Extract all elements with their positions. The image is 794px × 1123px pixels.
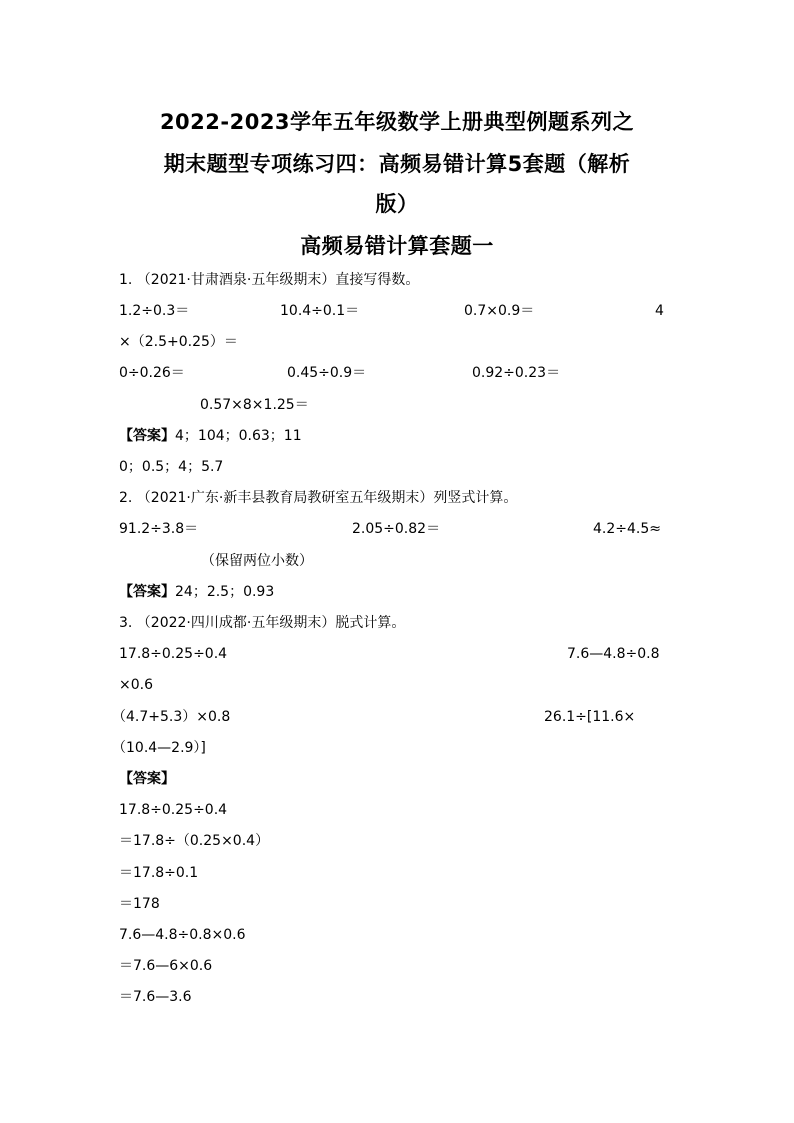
q3-answer-label: 【答案】 — [119, 771, 175, 787]
doc-title-line-3: 版） — [375, 192, 419, 216]
q2-item: 91.2÷3.8＝ — [119, 521, 199, 537]
q1-item: 4 — [655, 303, 664, 319]
answer-text: 24；2.5；0.93 — [175, 584, 275, 600]
q1-answer-continued: 0；0.5；4；5.7 — [119, 459, 224, 475]
q2-note: （保留两位小数） — [201, 553, 313, 569]
q1-item: 0.45÷0.9＝ — [287, 365, 367, 381]
q3-item: （4.7+5.3）×0.8 — [112, 709, 231, 725]
q1-heading: 1. （2021·甘肃酒泉·五年级期末）直接写得数。 — [119, 272, 420, 288]
q3-item: 26.1÷[11.6× — [544, 709, 636, 725]
solution-step: 7.6—4.8÷0.8×0.6 — [119, 927, 246, 943]
q3-item-continued: （10.4—2.9）] — [112, 740, 206, 756]
q3-heading: 3. （2022·四川成都·五年级期末）脱式计算。 — [119, 615, 406, 631]
answer-label: 【答案】 — [119, 584, 175, 600]
q2-item: 2.05÷0.82＝ — [352, 521, 441, 537]
answer-label: 【答案】 — [119, 428, 175, 444]
q1-item: 0.92÷0.23＝ — [472, 365, 561, 381]
doc-title-line-2: 期末题型专项练习四：高频易错计算5套题（解析 — [163, 152, 631, 176]
solution-step: ＝7.6—3.6 — [119, 989, 192, 1005]
q1-item: 10.4÷0.1＝ — [280, 303, 360, 319]
q2-heading: 2. （2021·广东·新丰县教育局教研室五年级期末）列竖式计算。 — [119, 490, 518, 506]
solution-step: ＝7.6—6×0.6 — [119, 958, 213, 974]
solution-step: ＝17.8÷（0.25×0.4） — [119, 833, 270, 849]
q2-item: 4.2÷4.5≈ — [593, 521, 661, 537]
solution-step: ＝178 — [119, 896, 160, 912]
q3-item: 7.6—4.8÷0.8 — [567, 646, 660, 662]
solution-step: 17.8÷0.25÷0.4 — [119, 802, 228, 818]
q1-item: 1.2÷0.3＝ — [119, 303, 190, 319]
q3-item-continued: ×0.6 — [119, 677, 153, 693]
q2-answer — [119, 583, 274, 601]
answer-text: 4；104；0.63；11 — [175, 428, 302, 444]
q1-item: 0.57×8×1.25＝ — [200, 397, 309, 413]
section-title: 高频易错计算套题一 — [300, 234, 494, 258]
solution-step: ＝17.8÷0.1 — [119, 865, 199, 881]
q3-item: 17.8÷0.25÷0.4 — [119, 646, 228, 662]
q1-item: 0.7×0.9＝ — [464, 303, 535, 319]
q1-answer — [119, 427, 302, 445]
q1-item: 0÷0.26＝ — [119, 365, 185, 381]
q1-item-continued: ×（2.5+0.25）＝ — [119, 334, 238, 350]
doc-title-line-1: 2022-2023学年五年级数学上册典型例题系列之 — [159, 110, 635, 134]
